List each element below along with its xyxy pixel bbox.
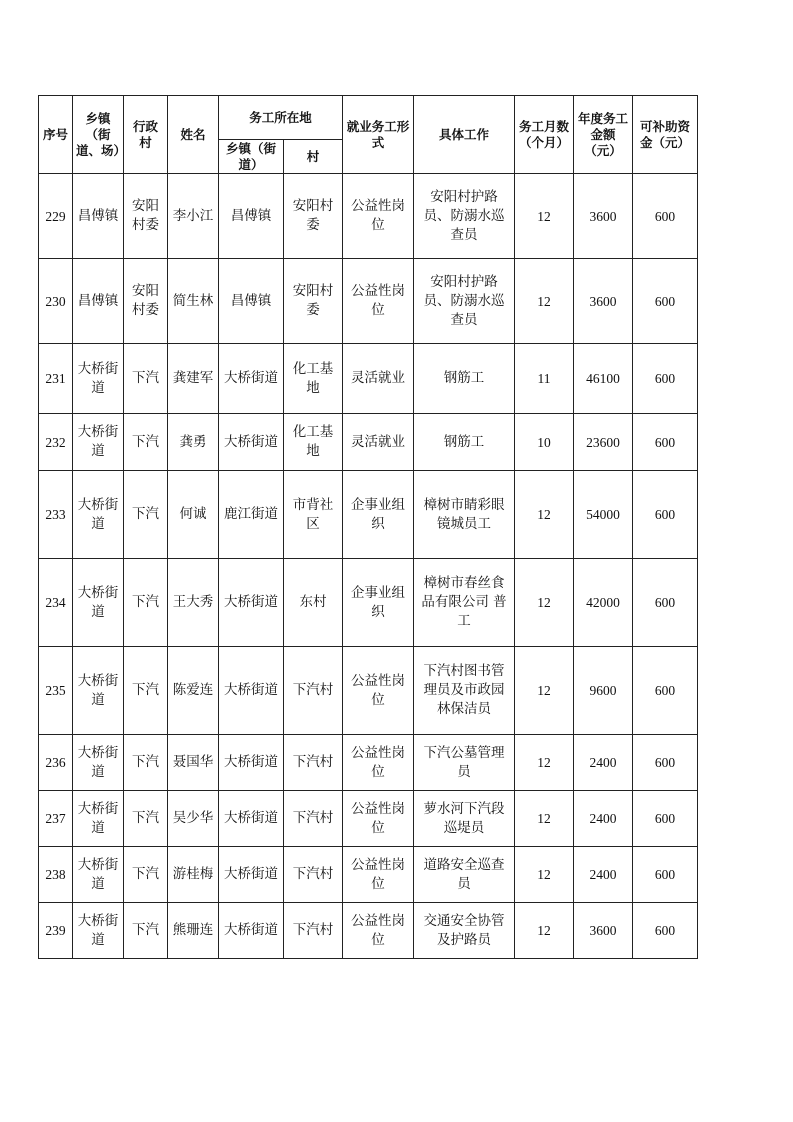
row-loc-village: 化工基地 — [284, 344, 343, 414]
row-annual-amount: 2400 — [574, 847, 633, 903]
row-subsidy: 600 — [633, 847, 698, 903]
row-employment-form: 公益性岗位 — [343, 735, 414, 791]
row-loc-village: 下汽村 — [284, 903, 343, 959]
row-annual-amount: 23600 — [574, 414, 633, 471]
row-township: 大桥街道 — [73, 647, 124, 735]
row-months: 12 — [515, 647, 574, 735]
row-months: 10 — [515, 414, 574, 471]
row-seq: 230 — [39, 259, 73, 344]
employment-table — [38, 95, 698, 959]
row-job: 钢筋工 — [414, 414, 515, 471]
row-months: 12 — [515, 174, 574, 259]
header-admin-village: 行政村 — [124, 96, 168, 174]
row-loc-township: 大桥街道 — [219, 735, 284, 791]
row-annual-amount: 2400 — [574, 735, 633, 791]
row-loc-village: 安阳村委 — [284, 259, 343, 344]
row-employment-form: 公益性岗位 — [343, 847, 414, 903]
row-job: 樟树市春丝食品有限公司 普工 — [414, 559, 515, 647]
row-name: 李小江 — [168, 174, 219, 259]
row-loc-village: 下汽村 — [284, 647, 343, 735]
row-subsidy: 600 — [633, 903, 698, 959]
row-subsidy: 600 — [633, 471, 698, 559]
row-loc-township: 大桥街道 — [219, 903, 284, 959]
header-job: 具体工作 — [414, 96, 515, 174]
row-subsidy: 600 — [633, 344, 698, 414]
row-name: 王大秀 — [168, 559, 219, 647]
row-loc-village: 安阳村委 — [284, 174, 343, 259]
row-name: 熊珊连 — [168, 903, 219, 959]
header-employment-form: 就业务工形式 — [343, 96, 414, 174]
row-job: 安阳村护路员、防溺水巡查员 — [414, 174, 515, 259]
row-annual-amount: 46100 — [574, 344, 633, 414]
table-row — [39, 791, 698, 847]
row-loc-township: 大桥街道 — [219, 559, 284, 647]
row-township: 昌傅镇 — [73, 174, 124, 259]
row-job: 下汽公墓管理员 — [414, 735, 515, 791]
row-loc-township: 大桥街道 — [219, 791, 284, 847]
row-township: 大桥街道 — [73, 414, 124, 471]
row-job: 安阳村护路员、防溺水巡查员 — [414, 259, 515, 344]
row-seq: 235 — [39, 647, 73, 735]
row-loc-township: 大桥街道 — [219, 414, 284, 471]
header-township: 乡镇（街道、场） — [73, 96, 124, 174]
row-months: 12 — [515, 471, 574, 559]
table-row — [39, 414, 698, 471]
table-row — [39, 647, 698, 735]
row-seq: 239 — [39, 903, 73, 959]
row-admin-village: 下汽 — [124, 847, 168, 903]
row-job: 道路安全巡查员 — [414, 847, 515, 903]
row-township: 大桥街道 — [73, 903, 124, 959]
row-subsidy: 600 — [633, 259, 698, 344]
row-township: 大桥街道 — [73, 791, 124, 847]
table-row — [39, 174, 698, 259]
row-loc-township: 大桥街道 — [219, 344, 284, 414]
row-admin-village: 下汽 — [124, 735, 168, 791]
header-loc-township: 乡镇（街道） — [219, 140, 284, 174]
row-seq: 233 — [39, 471, 73, 559]
row-annual-amount: 9600 — [574, 647, 633, 735]
row-admin-village: 下汽 — [124, 903, 168, 959]
row-township: 昌傅镇 — [73, 259, 124, 344]
row-employment-form: 灵活就业 — [343, 344, 414, 414]
row-township: 大桥街道 — [73, 559, 124, 647]
row-annual-amount: 54000 — [574, 471, 633, 559]
row-township: 大桥街道 — [73, 847, 124, 903]
row-employment-form: 公益性岗位 — [343, 791, 414, 847]
row-employment-form: 公益性岗位 — [343, 174, 414, 259]
row-job: 下汽村图书管理员及市政园林保洁员 — [414, 647, 515, 735]
row-annual-amount: 3600 — [574, 259, 633, 344]
row-seq: 231 — [39, 344, 73, 414]
row-employment-form: 企事业组织 — [343, 559, 414, 647]
header-name: 姓名 — [168, 96, 219, 174]
table-row — [39, 259, 698, 344]
row-months: 12 — [515, 259, 574, 344]
row-admin-village: 安阳村委 — [124, 174, 168, 259]
row-months: 12 — [515, 791, 574, 847]
row-township: 大桥街道 — [73, 344, 124, 414]
row-loc-township: 鹿江街道 — [219, 471, 284, 559]
header-subsidy: 可补助资金（元） — [633, 96, 698, 174]
row-name: 聂国华 — [168, 735, 219, 791]
table-row — [39, 847, 698, 903]
row-employment-form: 灵活就业 — [343, 414, 414, 471]
row-loc-township: 昌傅镇 — [219, 259, 284, 344]
row-admin-village: 下汽 — [124, 344, 168, 414]
header-row-1 — [39, 96, 698, 140]
row-employment-form: 公益性岗位 — [343, 903, 414, 959]
row-job: 钢筋工 — [414, 344, 515, 414]
row-loc-township: 大桥街道 — [219, 647, 284, 735]
row-loc-village: 东村 — [284, 559, 343, 647]
row-loc-township: 大桥街道 — [219, 847, 284, 903]
row-loc-village: 下汽村 — [284, 847, 343, 903]
row-township: 大桥街道 — [73, 735, 124, 791]
row-subsidy: 600 — [633, 414, 698, 471]
row-annual-amount: 2400 — [574, 791, 633, 847]
row-subsidy: 600 — [633, 791, 698, 847]
row-seq: 238 — [39, 847, 73, 903]
row-seq: 232 — [39, 414, 73, 471]
table-row — [39, 471, 698, 559]
header-seq: 序号 — [39, 96, 73, 174]
row-months: 12 — [515, 735, 574, 791]
row-job: 交通安全协管及护路员 — [414, 903, 515, 959]
row-loc-village: 下汽村 — [284, 791, 343, 847]
row-seq: 236 — [39, 735, 73, 791]
row-loc-township: 昌傅镇 — [219, 174, 284, 259]
header-work-location: 务工所在地 — [219, 96, 343, 140]
row-months: 12 — [515, 847, 574, 903]
table-row — [39, 559, 698, 647]
row-seq: 234 — [39, 559, 73, 647]
header-months: 务工月数（个月） — [515, 96, 574, 174]
row-seq: 237 — [39, 791, 73, 847]
row-name: 简生林 — [168, 259, 219, 344]
row-name: 游桂梅 — [168, 847, 219, 903]
header-loc-village: 村 — [284, 140, 343, 174]
table-row — [39, 344, 698, 414]
row-loc-village: 化工基地 — [284, 414, 343, 471]
table-row — [39, 735, 698, 791]
row-seq: 229 — [39, 174, 73, 259]
row-loc-village: 下汽村 — [284, 735, 343, 791]
table-body — [39, 174, 698, 959]
row-admin-village: 下汽 — [124, 471, 168, 559]
row-employment-form: 公益性岗位 — [343, 647, 414, 735]
row-annual-amount: 42000 — [574, 559, 633, 647]
header-annual-amount: 年度务工金额（元） — [574, 96, 633, 174]
row-name: 龚建军 — [168, 344, 219, 414]
row-subsidy: 600 — [633, 647, 698, 735]
row-name: 龚勇 — [168, 414, 219, 471]
row-months: 12 — [515, 903, 574, 959]
row-name: 吴少华 — [168, 791, 219, 847]
row-job: 樟树市睛彩眼镜城员工 — [414, 471, 515, 559]
row-job: 萝水河下汽段巡堤员 — [414, 791, 515, 847]
row-months: 11 — [515, 344, 574, 414]
row-employment-form: 公益性岗位 — [343, 259, 414, 344]
row-name: 陈爱连 — [168, 647, 219, 735]
row-admin-village: 下汽 — [124, 647, 168, 735]
row-admin-village: 下汽 — [124, 791, 168, 847]
row-subsidy: 600 — [633, 174, 698, 259]
row-admin-village: 下汽 — [124, 414, 168, 471]
row-subsidy: 600 — [633, 735, 698, 791]
row-admin-village: 安阳村委 — [124, 259, 168, 344]
row-annual-amount: 3600 — [574, 903, 633, 959]
row-loc-village: 市背社区 — [284, 471, 343, 559]
row-employment-form: 企事业组织 — [343, 471, 414, 559]
row-months: 12 — [515, 559, 574, 647]
row-annual-amount: 3600 — [574, 174, 633, 259]
row-township: 大桥街道 — [73, 471, 124, 559]
row-name: 何诚 — [168, 471, 219, 559]
row-admin-village: 下汽 — [124, 559, 168, 647]
table-row — [39, 903, 698, 959]
row-subsidy: 600 — [633, 559, 698, 647]
